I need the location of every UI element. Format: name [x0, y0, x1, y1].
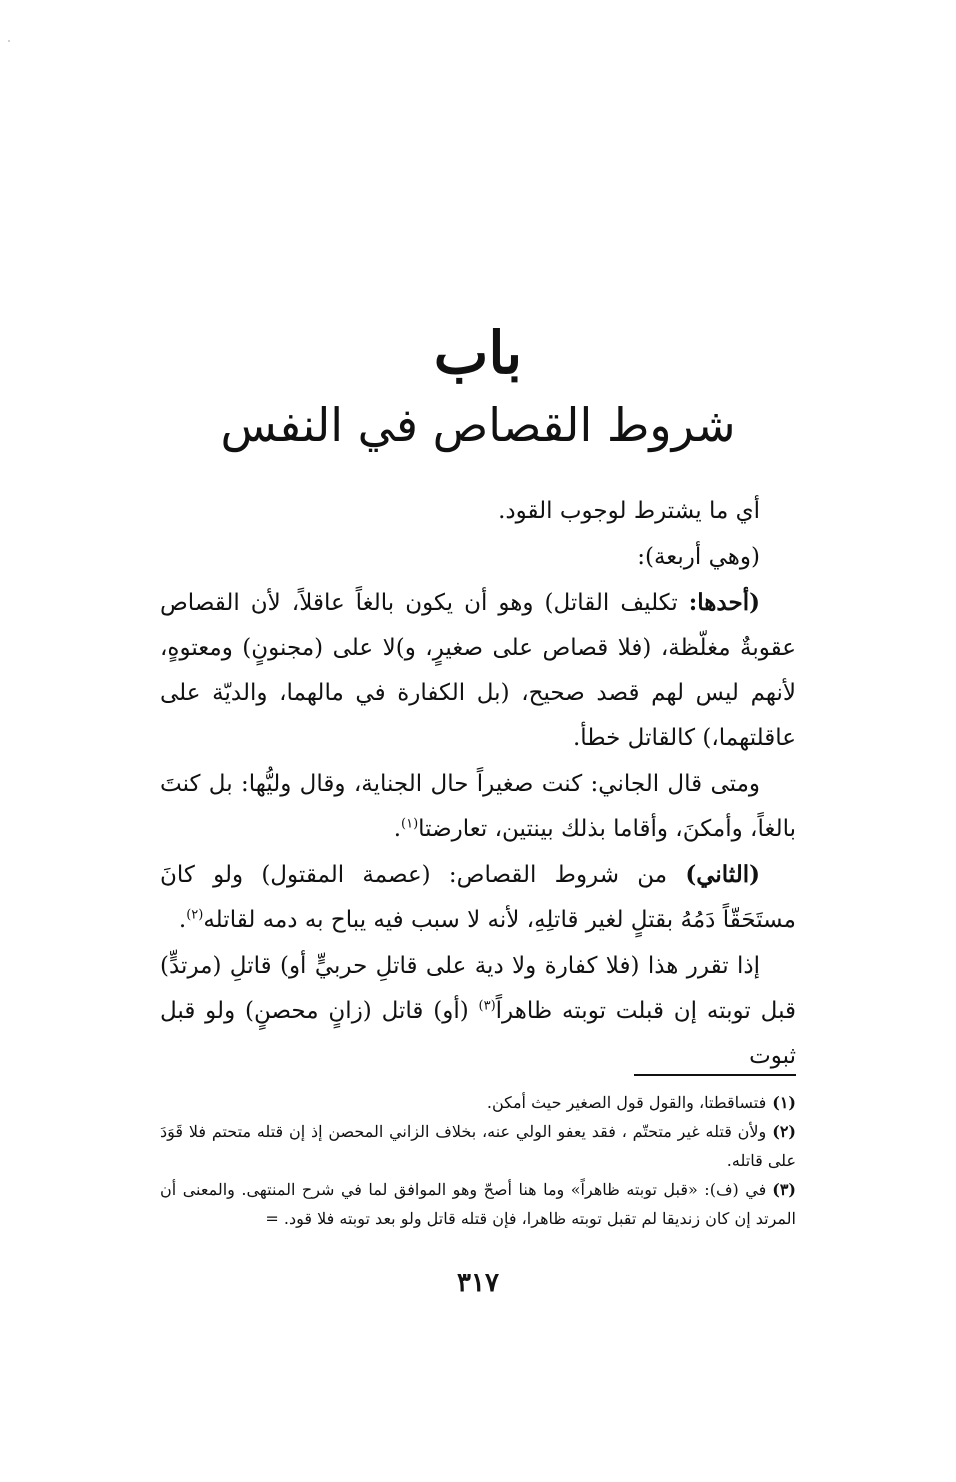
paragraph-text: من شروط القصاص: (عصمة المقتول) ولو كانَ مستَحَقّاً دَمُهُ بقتلٍ لغير قاتلِهِ، لأنه لا سبب فيه يباح به دمه لقاتله — [160, 862, 796, 933]
paragraph-text: ومتى قال الجاني: كنت صغيراً حال الجناية، وقال وليُّها: بل كنتَ بالغاً، وأمكنَ، وأقاما بذلك بينتين، تعارضتا — [160, 771, 796, 842]
chapter-title: شروط القصاص في النفس — [220, 398, 736, 452]
footnote-2 — [160, 1117, 796, 1175]
paragraph-end: . — [178, 907, 187, 933]
paragraph-3 — [160, 580, 796, 761]
paragraph-5 — [160, 852, 796, 943]
paragraph-text: تكليف القاتل) وهو أن يكون بالغاً عاقلاً، لأن القصاص عقوبةٌ مغلّظة، (فلا قصاص على صغيرٍ، و)لا على (مجنونٍ) ومعتوهٍ، لأنهم ليس لهم قصد صحيح، (بل الكفارة في مالهما، والديّة على عاقلتهما،) كالقاتل خطأ. — [160, 590, 796, 751]
footnotes — [160, 1088, 796, 1233]
chapter-word: باب — [433, 319, 523, 387]
footnote-number: (٣) — [772, 1180, 796, 1199]
scan-speck — [8, 40, 10, 42]
footnote-ref: (٣) — [478, 998, 496, 1014]
page-number: ٣١٧ — [457, 1268, 499, 1298]
footnote-text: في (ف): «قبل توبته ظاهراً» وما هنا أصحّ وهو الموافق لما في شرح المنتهى. والمعنى أن المرتد إن كان زنديقا لم تقبل توبته ظاهرا، فإن قتله قاتل ولو بعد توبته فلا قود. = — [160, 1180, 796, 1228]
footnote-ref: (١) — [401, 816, 419, 832]
footnote-3 — [160, 1175, 796, 1233]
footnote-1 — [160, 1088, 796, 1117]
body-text — [160, 488, 796, 1079]
paragraph-4 — [160, 761, 796, 852]
paragraph-6 — [160, 943, 796, 1079]
paragraph-text: (وهي أربعة): — [637, 544, 760, 570]
paragraph-lead: (الثاني) — [685, 861, 760, 888]
footnote-number: (١) — [772, 1093, 796, 1112]
footnote-ref: (٢) — [186, 907, 204, 923]
paragraph-end: (أو) قاتل (زانٍ محصنٍ) ولو قبل ثبوت — [160, 998, 796, 1069]
paragraph-1 — [160, 488, 796, 534]
footnote-divider — [634, 1074, 796, 1076]
paragraph-end: . — [393, 816, 402, 842]
paragraph-2 — [160, 534, 796, 580]
paragraph-text: إذا تقرر هذا (فلا كفارة ولا دية على قاتلِ حربيٍّ أو) قاتلِ (مرتدٍّ) قبل توبته إن قبلت توبته ظاهراً — [160, 953, 797, 1024]
footnote-text: ولأن قتله غير متحتّم ، فقد يعفو الولي عنه، بخلاف الزاني المحصن إذ إن قتله متحتم فلا قَوَدَ على قاتله. — [160, 1122, 796, 1170]
paragraph-lead: (أحدها: — [688, 589, 760, 616]
footnote-text: فتساقطتا، والقول قول الصغير حيث أمكن. — [486, 1093, 767, 1112]
footnote-number: (٢) — [772, 1122, 796, 1141]
paragraph-text: أي ما يشترط لوجوب القود. — [498, 498, 760, 524]
